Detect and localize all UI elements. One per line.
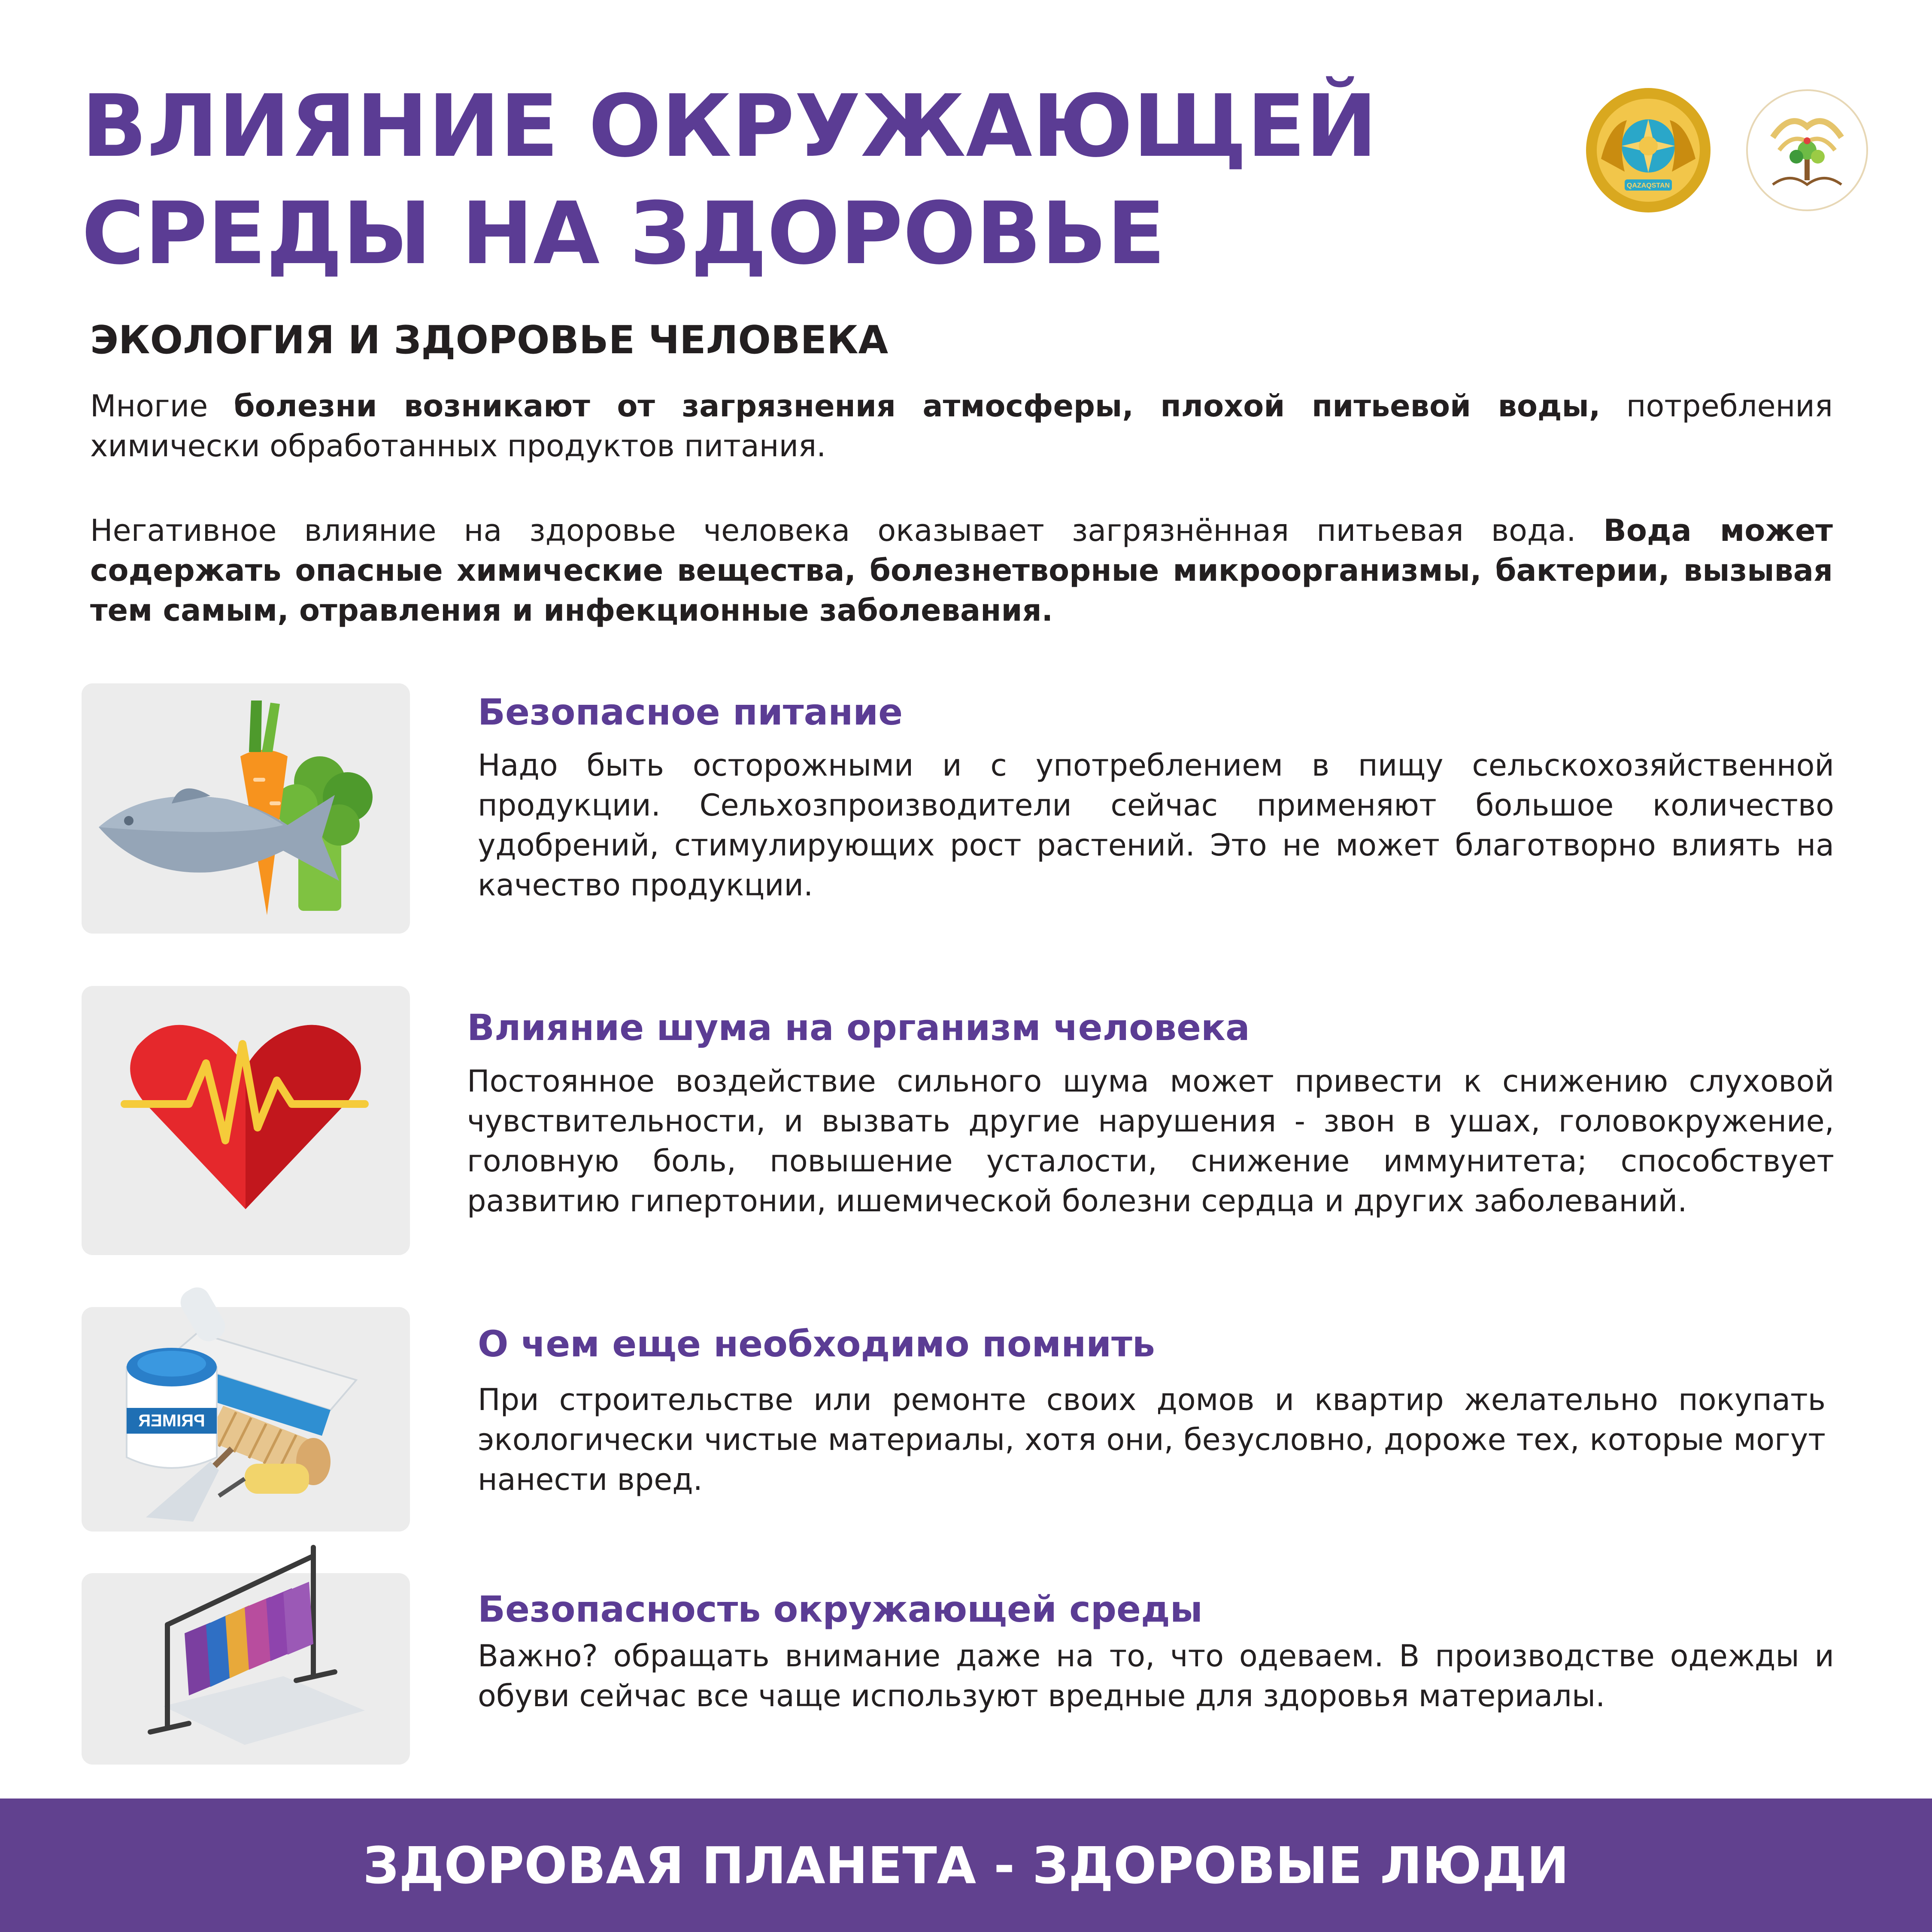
title-line-1: ВЛИЯНИЕ ОКРУЖАЮЩЕЙ <box>82 76 1377 176</box>
clothes-card <box>82 1573 410 1765</box>
item-text-remember: При строительстве или ремонте своих домов и квартир желательно покупать экологически чистые материалы, хотя они, безусловно, дороже тех, которые могут нанести вред. <box>478 1382 1826 1497</box>
item-title-environment-safety: Безопасность окружающей среды <box>478 1588 1203 1630</box>
primer-label: PRIMER <box>138 1411 205 1430</box>
intro-paragraph-2 <box>90 511 1833 631</box>
intro-paragraph-1 <box>90 386 1833 466</box>
text-span: Многие <box>90 388 234 424</box>
noise-card <box>82 986 410 1255</box>
food-icon <box>82 683 410 934</box>
item-text-environment-safety: Важно? обращать внимание даже на то, что одеваем. В производстве одежды и обуви сейчас все чаще используют вредные для здоровья материалы. <box>478 1638 1834 1714</box>
svg-text:QAZAQSTAN: QAZAQSTAN <box>1626 182 1670 189</box>
section-heading: ЭКОЛОГИЯ И ЗДОРОВЬЕ ЧЕЛОВЕКА <box>90 318 889 363</box>
footer-slogan: ЗДОРОВАЯ ПЛАНЕТА - ЗДОРОВЫЕ ЛЮДИ <box>363 1835 1569 1895</box>
bold-text-span: болезни возникают от загрязнения атмосферы, плохой питьевой воды, <box>234 388 1601 424</box>
page-title <box>82 73 1377 288</box>
heart-pulse-icon <box>82 986 410 1255</box>
text-span: Негативное влияние на здоровье человека оказывает загрязнённая питьевая вода. <box>90 513 1604 548</box>
kazakhstan-emblem-icon <box>1584 86 1713 215</box>
item-title-safe-food: Безопасное питание <box>478 691 903 733</box>
text-span: потребления химически обработанных продуктов питания. <box>90 388 1833 464</box>
item-title-noise: Влияние шума на организм человека <box>467 1007 1250 1049</box>
title-line-2: СРЕДЫ НА ЗДОРОВЬЕ <box>82 184 1166 284</box>
bold-text-span: Вода может содержать опасные химические вещества, болезнетворные микроорганизмы, бактерии, вызывая тем самым, отравления и инфекционные заболевания. <box>90 513 1833 628</box>
item-text-noise: Постоянное воздействие сильного шума может привести к снижению слуховой чувствительности, и вызвать другие нарушения - звон в ушах, головокружение, головную боль, повышение усталости, снижение иммунитета; способствует развитию гипертонии, ишемической болезни сердца и других заболеваний. <box>467 1064 1834 1219</box>
health-center-logo-icon <box>1743 86 1871 215</box>
building-materials-icon <box>82 1307 410 1532</box>
clothes-rack-icon <box>82 1573 410 1765</box>
food-card <box>82 683 410 934</box>
footer-banner <box>0 1799 1932 1932</box>
item-text-safe-food: Надо быть осторожными и с употреблением в пищу сельскохозяйственной продукции. Сельхозпроизводители сейчас применяют большое количество удобрений, стимулирующих рост растений. Это не может благотворно влиять на качество продукции. <box>478 748 1834 903</box>
emblems <box>1584 86 1893 215</box>
item-title-remember: О чем еще необходимо помнить <box>478 1323 1155 1365</box>
materials-card <box>82 1307 410 1532</box>
